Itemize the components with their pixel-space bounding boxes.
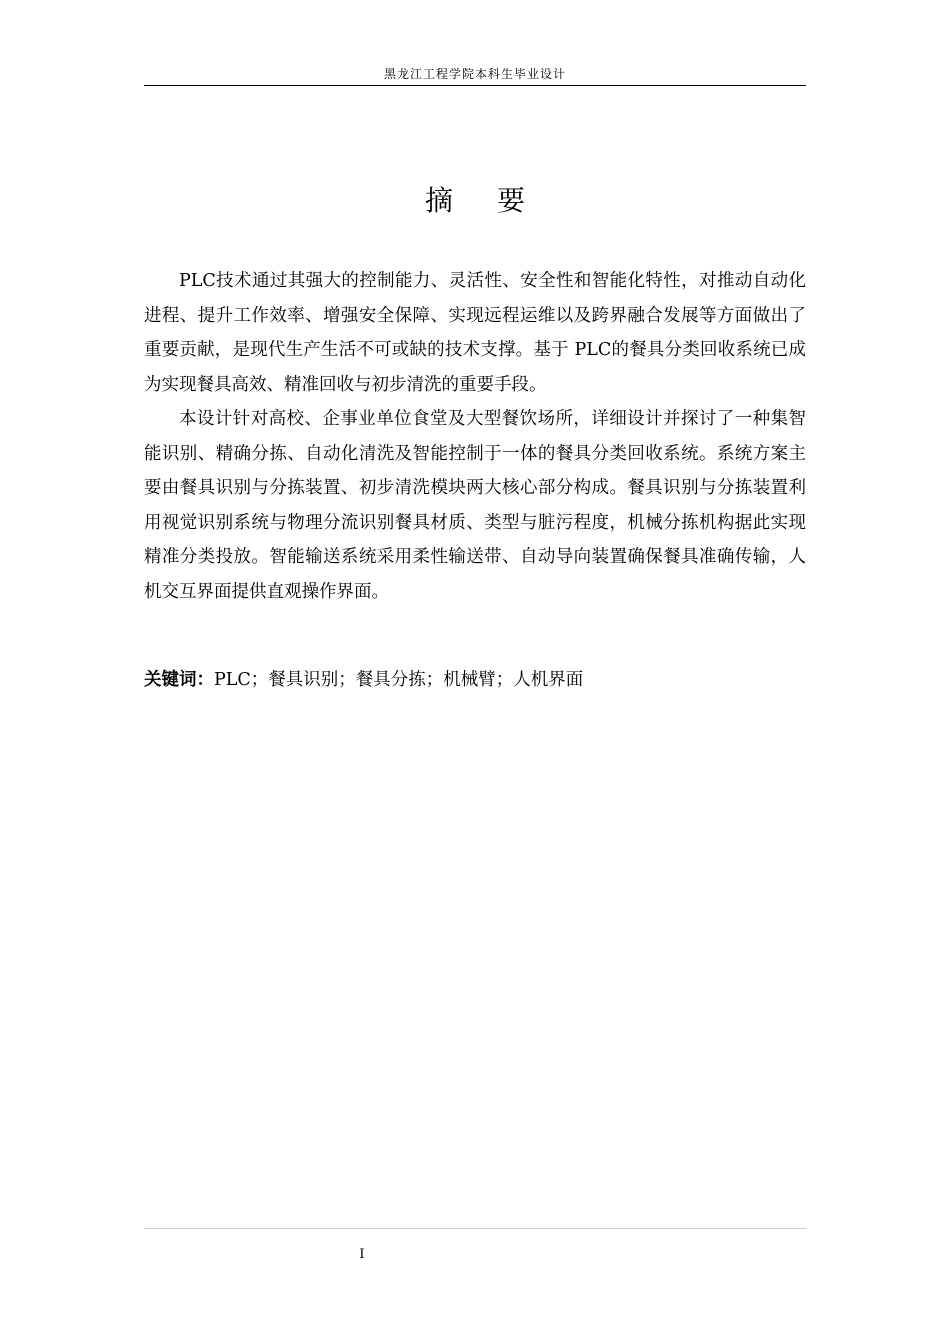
abstract-title: 摘要 — [424, 184, 569, 217]
header-divider — [144, 85, 806, 86]
abstract-body — [144, 264, 806, 609]
abstract-paragraph-1: PLC技术通过其强大的控制能力、灵活性、安全性和智能化特性，对推动自动化进程、提升工作效率、增强安全保障、实现远程运维以及跨界融合发展等方面做出了重要贡献，是现代生产生活不可或缺的技术支撑。基于 PLC的餐具分类回收系统已成为实现餐具高效、精准回收与初步清洗的重要手段。 — [144, 271, 806, 395]
keywords-text: PLC；餐具识别；餐具分拣；机械臂；人机界面 — [214, 670, 584, 690]
abstract-paragraph-2: 本设计针对高校、企事业单位食堂及大型餐饮场所，详细设计并探讨了一种集智能识别、精确分拣、自动化清洗及智能控制于一体的餐具分类回收系统。系统方案主要由餐具识别与分拣装置、初步清洗模块两大核心部分构成。餐具识别与分拣装置利用视觉识别系统与物理分流识别餐具材质、类型与脏污程度，机械分拣机构据此实现精准分类投放。智能输送系统采用柔性输送带、自动导向装置确保餐具准确传输，人机交互界面提供直观操作界面。 — [144, 409, 806, 602]
keywords-label: 关键词： — [144, 670, 214, 690]
page-header: 黑龙江工程学院本科生毕业设计 — [383, 67, 566, 81]
page-number: I — [359, 1247, 365, 1262]
footer-divider — [144, 1228, 806, 1229]
keywords-line — [144, 663, 806, 697]
